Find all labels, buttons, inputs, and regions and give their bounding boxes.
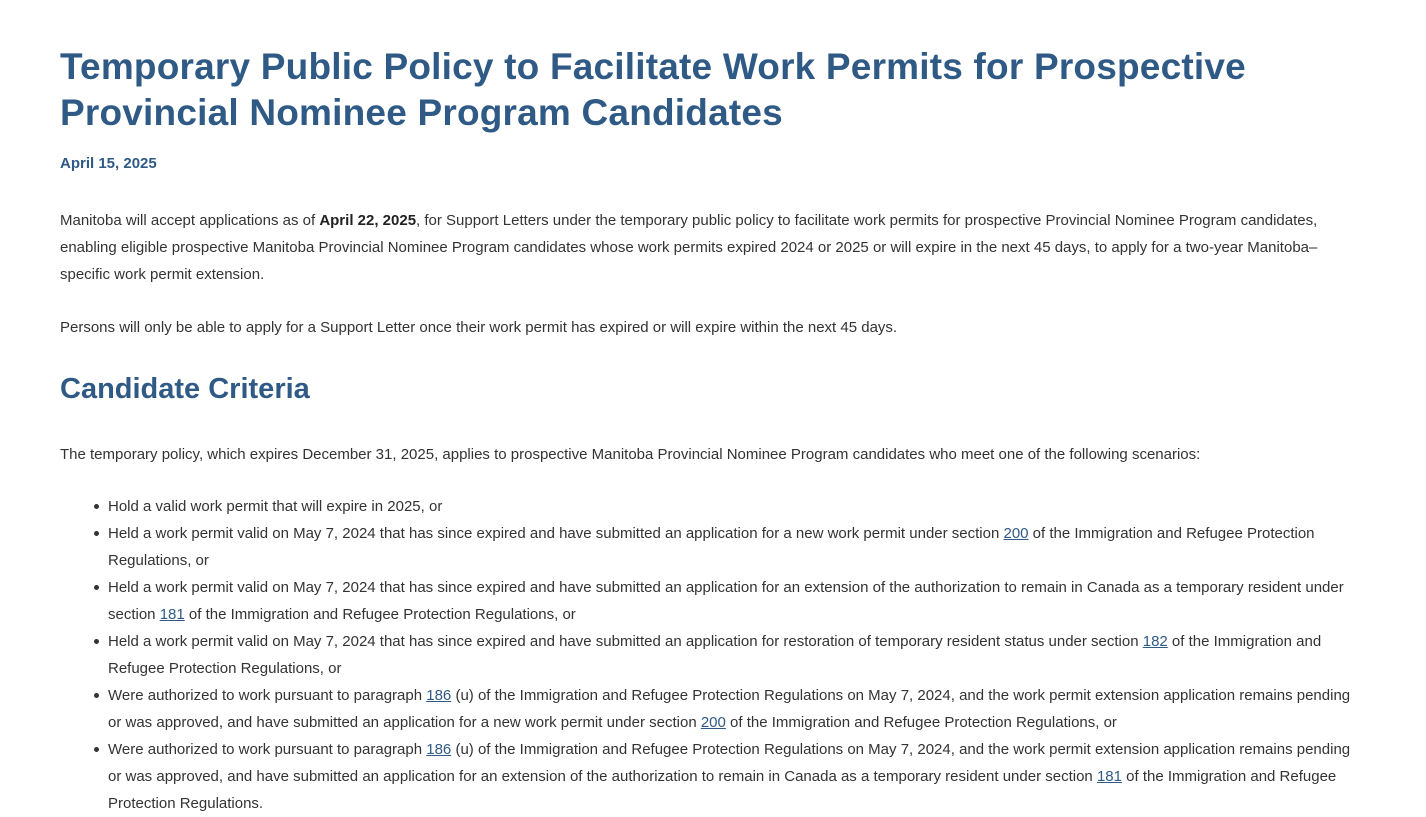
- criteria-item-text: Held a work permit valid on May 7, 2024 that has since expired and have submitted an application for a new work permit under section: [108, 525, 1004, 542]
- criteria-item-text: (u) of the Immigration and Refugee Protection Regulations on May 7, 2024, and the work permit extension application remains pending or was approved, and have submitted an application for an extension of the authorization to remain in Canada as a temporary resident under section: [108, 741, 1351, 785]
- criteria-item: [108, 628, 1366, 682]
- criteria-item-text: Were authorized to work pursuant to paragraph: [108, 687, 427, 704]
- criteria-item-text: of the Immigration and Refugee Protection Regulations, or: [184, 606, 576, 623]
- criteria-item-text: of the Immigration and Refugee Protection Regulations.: [108, 768, 1337, 812]
- publish-date: April 15, 2025: [60, 155, 157, 172]
- intro-paragraph: [60, 207, 1366, 288]
- criteria-item-text: Held a work permit valid on May 7, 2024 that has since expired and have submitted an application for restoration of temporary resident status under section: [108, 633, 1143, 650]
- criteria-item-text: Were authorized to work pursuant to paragraph: [108, 741, 427, 758]
- criteria-item-text: of the Immigration and Refugee Protection Regulations, or: [108, 633, 1322, 677]
- criteria-item-text: (u) of the Immigration and Refugee Protection Regulations on May 7, 2024, and the work permit extension application remains pending or was approved, and have submitted an application for a new work permit under section: [108, 687, 1351, 731]
- regulation-section-link[interactable]: 200: [1003, 525, 1029, 542]
- criteria-intro: The temporary policy, which expires December 31, 2025, applies to prospective Manitoba Provincial Nominee Program candidates who meet one of the following scenarios:: [60, 446, 1201, 463]
- regulation-section-link[interactable]: 200: [700, 714, 726, 731]
- intro-text-end: , for Support Letters under the temporary public policy to facilitate work permits for prospective Provincial Nominee Program candidates, enabling eligible prospective Manitoba Provincial Nominee Program candidates whose work permits expired 2024 or 2025 or will expire in the next 45 days, to apply for a two-year Manitoba–specific work permit extension.: [60, 212, 1318, 283]
- regulation-section-link[interactable]: 181: [1096, 768, 1122, 785]
- intro-text-start: Manitoba will accept applications as of: [60, 212, 320, 229]
- intro-bold-date: April 22, 2025: [319, 212, 417, 229]
- eligibility-note: Persons will only be able to apply for a Support Letter once their work permit has expired or will expire within the next 45 days.: [60, 319, 898, 336]
- criteria-item-text: of the Immigration and Refugee Protection Regulations, or: [108, 525, 1315, 569]
- criteria-item: [108, 493, 1366, 520]
- criteria-item: [108, 520, 1366, 574]
- regulation-section-link[interactable]: 181: [159, 606, 185, 623]
- criteria-item-text: Hold a valid work permit that will expire in 2025, or: [108, 498, 443, 515]
- criteria-item-text: Held a work permit valid on May 7, 2024 that has since expired and have submitted an application for an extension of the authorization to remain in Canada as a temporary resident under section: [108, 579, 1344, 623]
- criteria-item: [108, 736, 1366, 817]
- criteria-item-text: of the Immigration and Refugee Protection Regulations, or: [725, 714, 1117, 731]
- section-heading-candidate-criteria: Candidate Criteria: [60, 373, 310, 405]
- criteria-item: [108, 574, 1366, 628]
- page-title: Temporary Public Policy to Facilitate Work Permits for Prospective Provincial Nominee Program Candidates: [60, 46, 1246, 133]
- regulation-paragraph-link[interactable]: 186: [426, 741, 452, 758]
- criteria-list: [60, 493, 1366, 817]
- regulation-paragraph-link[interactable]: 186: [426, 687, 452, 704]
- criteria-item: [108, 682, 1366, 736]
- regulation-section-link[interactable]: 182: [1142, 633, 1168, 650]
